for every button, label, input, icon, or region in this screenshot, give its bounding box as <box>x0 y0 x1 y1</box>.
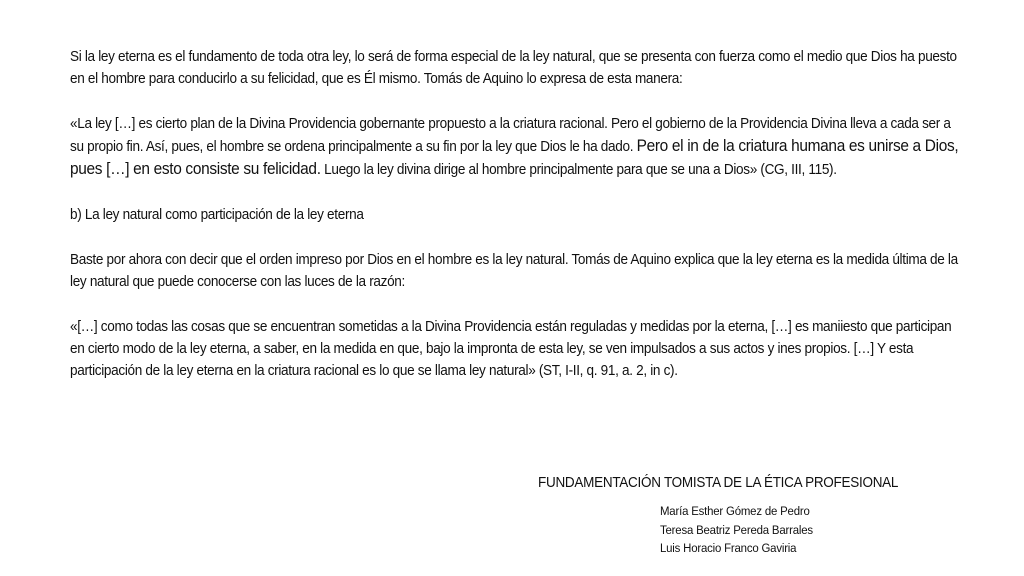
book-title: FUNDAMENTACIÓN TOMISTA DE LA ÉTICA PROFESIONAL <box>538 474 899 491</box>
author-name: Luis Horacio Franco Gaviria <box>660 541 797 556</box>
document-body <box>70 46 960 382</box>
author-name: Teresa Beatriz Pereda Barrales <box>660 522 813 537</box>
paragraph-natural-law: Baste por ahora con decir que el orden impreso por Dios en el hombre es la ley natural. Tomás de Aquino explica que la ley eterna es la medida última de la ley natural que puede conocerse con las luces de la razón: <box>70 251 958 290</box>
quote-part-2-emphasized: Pero el in de la criatura humana es unirse a Dios, pues […] en esto consiste su felicidad. <box>70 136 959 179</box>
quote-part-1: «La ley […] es cierto plan de la Divina Providencia gobernante propuesto a la criatura racional. Pero el gobierno de la Providencia Divina lleva a cada ser a su propio fin. Así, pues, el hombre se ordena principalmente a su fin por la ley que Dios le ha dado. <box>70 115 951 156</box>
author-list <box>660 502 826 558</box>
author-name: María Esther Gómez de Pedro <box>660 504 810 518</box>
paragraph-intro: Si la ley eterna es el fundamento de toda otra ley, lo será de forma especial de la ley natural, que se presenta con fuerza como el medio que Dios ha puesto en el hombre para conducirlo a su felicidad, que es Él mismo. Tomás de Aquino lo expresa de esta manera: <box>70 49 957 88</box>
quote-part-3: Luego la ley divina dirige al hombre principalmente para que se una a Dios» (CG, III, 115). <box>324 162 837 179</box>
section-heading-b: b) La ley natural como participación de la ley eterna <box>70 207 364 224</box>
source-citation <box>538 472 998 556</box>
quote-summa-contra-gentiles <box>70 113 960 182</box>
quote-summa-theologiae: «[…] como todas las cosas que se encuentran sometidas a la Divina Providencia están reguladas y medidas por la eterna, […] es maniiesto que participan en cierto modo de la ley eterna, a saber, en la medida en que, bajo la impronta de esta ley, se ven impulsados a sus actos y ines propios. […] Y esta participación de la ley eterna en la criatura racional es lo que se llama ley natural» (ST, I-II, q. 91, a. 2, in c). <box>70 318 952 380</box>
